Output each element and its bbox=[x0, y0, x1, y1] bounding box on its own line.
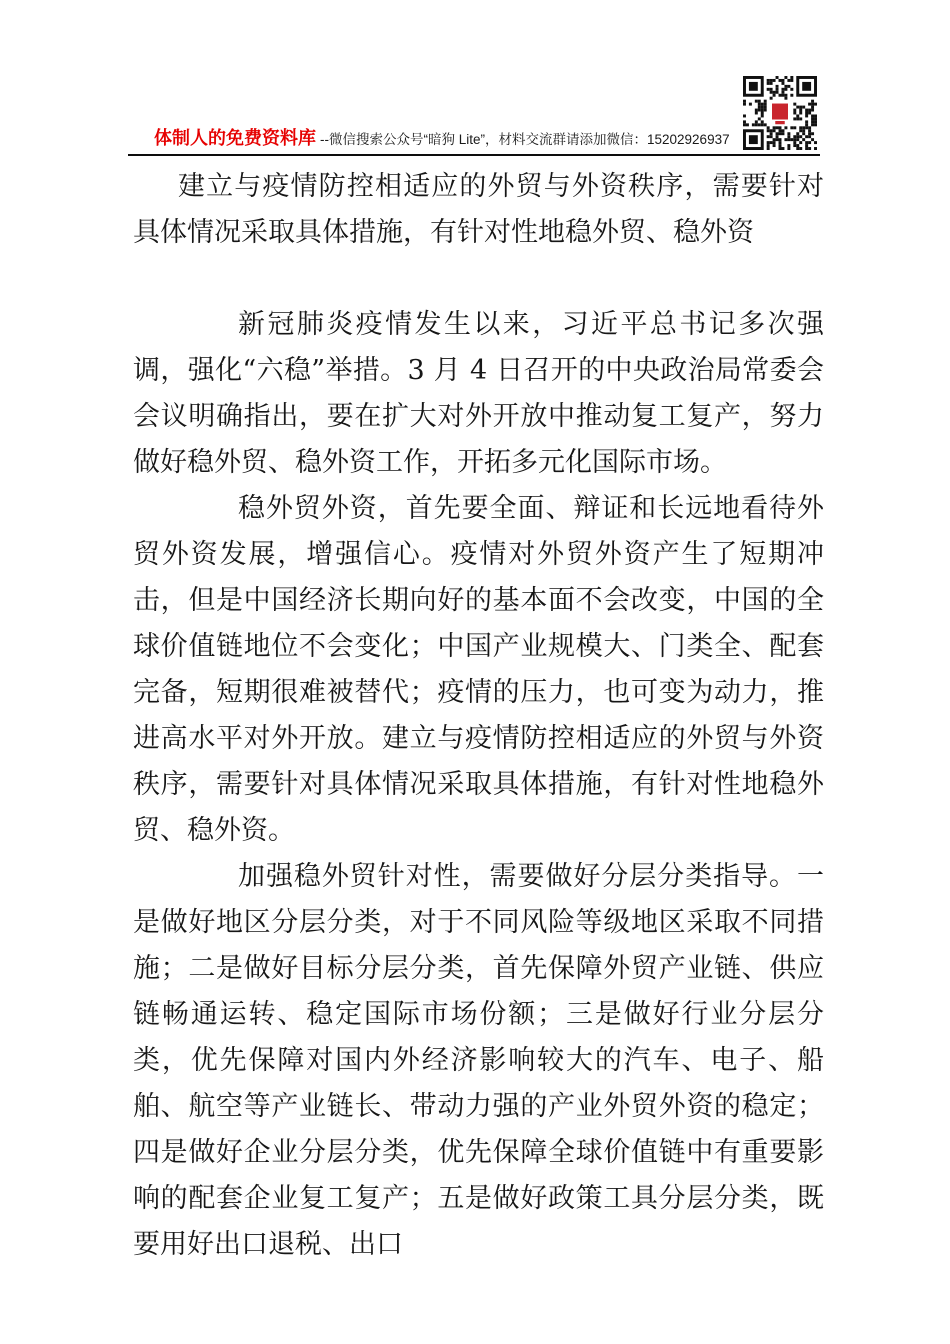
header-watermark-line bbox=[154, 124, 730, 150]
brand-watermark-text: 体制人的免费资料库 bbox=[154, 128, 316, 148]
paragraph: 稳外贸外资，首先要全面、辩证和长远地看待外贸外资发展，增强信心。疫情对外贸外资产生了短期冲击，但是中国经济长期向好的基本面不会改变，中国的全球价值链地位不会变化；中国产业规模大、门类全、配套完备，短期很难被替代；疫情的压力，也可变为动力，推进高水平对外开放。建立与疫情防控相适应的外贸与外资秩序，需要针对具体情况采取具体措施，有针对性地稳外贸、稳外资。 bbox=[133, 493, 824, 846]
document-body bbox=[133, 164, 824, 1268]
paragraph: 加强稳外贸针对性，需要做好分层分类指导。一是做好地区分层分类，对于不同风险等级地区采取不同措施；二是做好目标分层分类，首先保障外贸产业链、供应链畅通运转、稳定国际市场份额；三是做好行业分层分类，优先保障对国内外经济影响较大的汽车、电子、船舶、航空等产业链长、带动力强的产业外贸外资的稳定；四是做好企业分层分类，优先保障全球价值链中有重要影响的配套企业复工复产；五是做好政策工具分层分类，既要用好出口退税、出口 bbox=[133, 861, 824, 1260]
wechat-contact-text: --微信搜索公众号“暗狗 Lite”，材料交流群请添加微信：15202926937 bbox=[320, 132, 730, 147]
qr-code-icon bbox=[743, 76, 817, 150]
document-summary-paragraph: 建立与疫情防控相适应的外贸与外资秩序，需要针对具体情况采取具体措施，有针对性地稳外贸、稳外资 bbox=[133, 171, 824, 248]
page-header bbox=[128, 72, 820, 156]
paragraph: 新冠肺炎疫情发生以来，习近平总书记多次强调，强化“六稳”举措。3 月 4 日召开的中央政治局常委会会议明确指出，要在扩大对外开放中推动复工复产，努力做好稳外贸、稳外资工作，开拓多元化国际市场。 bbox=[133, 309, 824, 478]
qr-center-logo bbox=[772, 104, 788, 120]
